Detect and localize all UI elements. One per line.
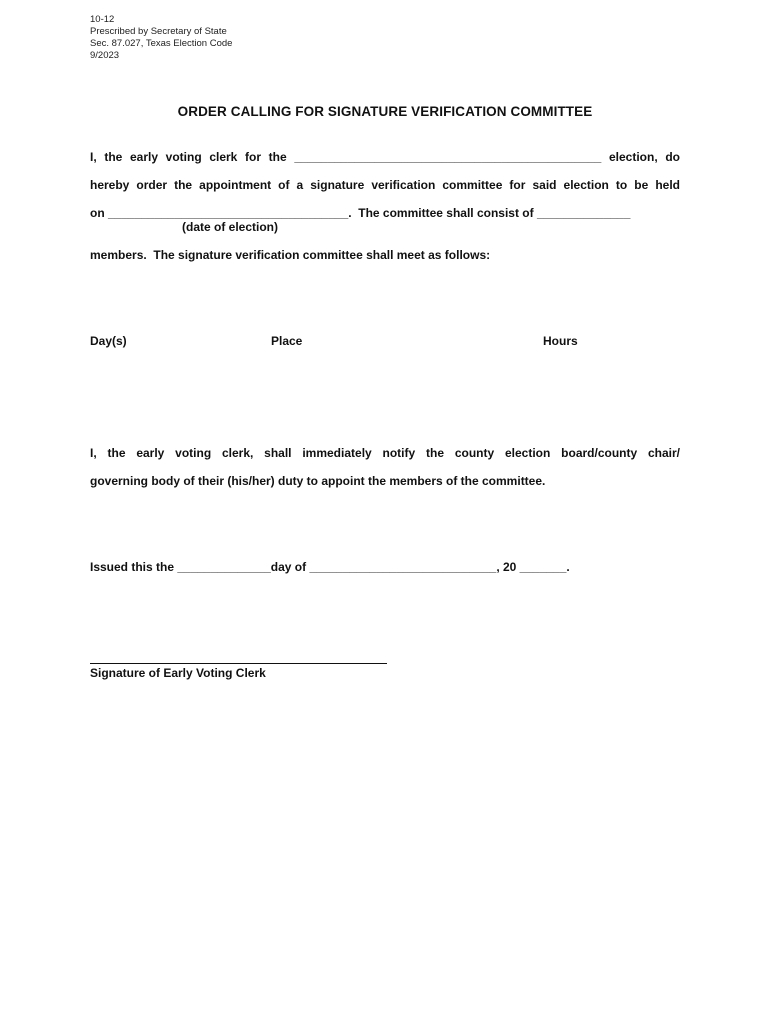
notice-line-2: governing body of their (his/her) duty to appoint the members of the committee. <box>90 474 546 488</box>
column-days: Day(s) <box>90 334 127 348</box>
body-line-3: on ____________________________________. The committee shall consist of ______________ <box>90 206 631 220</box>
issued-line: Issued this the ______________day of ____________________________, 20 _______. <box>90 560 570 574</box>
signature-line <box>90 663 387 664</box>
body-line-1: I, the early voting clerk for the ______________________________________________ election, do <box>90 150 680 164</box>
column-place: Place <box>271 334 303 348</box>
form-number: 10-12 <box>90 14 115 25</box>
code-reference: Sec. 87.027, Texas Election Code <box>90 38 233 49</box>
form-date: 9/2023 <box>90 50 120 61</box>
body-line-4: members. The signature verification committee shall meet as follows: <box>90 248 491 262</box>
column-hours: Hours <box>543 334 578 348</box>
page-title: ORDER CALLING FOR SIGNATURE VERIFICATION COMMITTEE <box>177 104 593 119</box>
notice-line-1: I, the early voting clerk, shall immediately notify the county election board/county chair/ <box>90 446 680 460</box>
prescribed-by: Prescribed by Secretary of State <box>90 26 227 37</box>
body-line-2: hereby order the appointment of a signature verification committee for said election to be held <box>90 178 680 192</box>
form-header <box>90 14 232 62</box>
date-of-election-label: (date of election) <box>182 220 279 234</box>
signature-label: Signature of Early Voting Clerk <box>90 666 266 680</box>
